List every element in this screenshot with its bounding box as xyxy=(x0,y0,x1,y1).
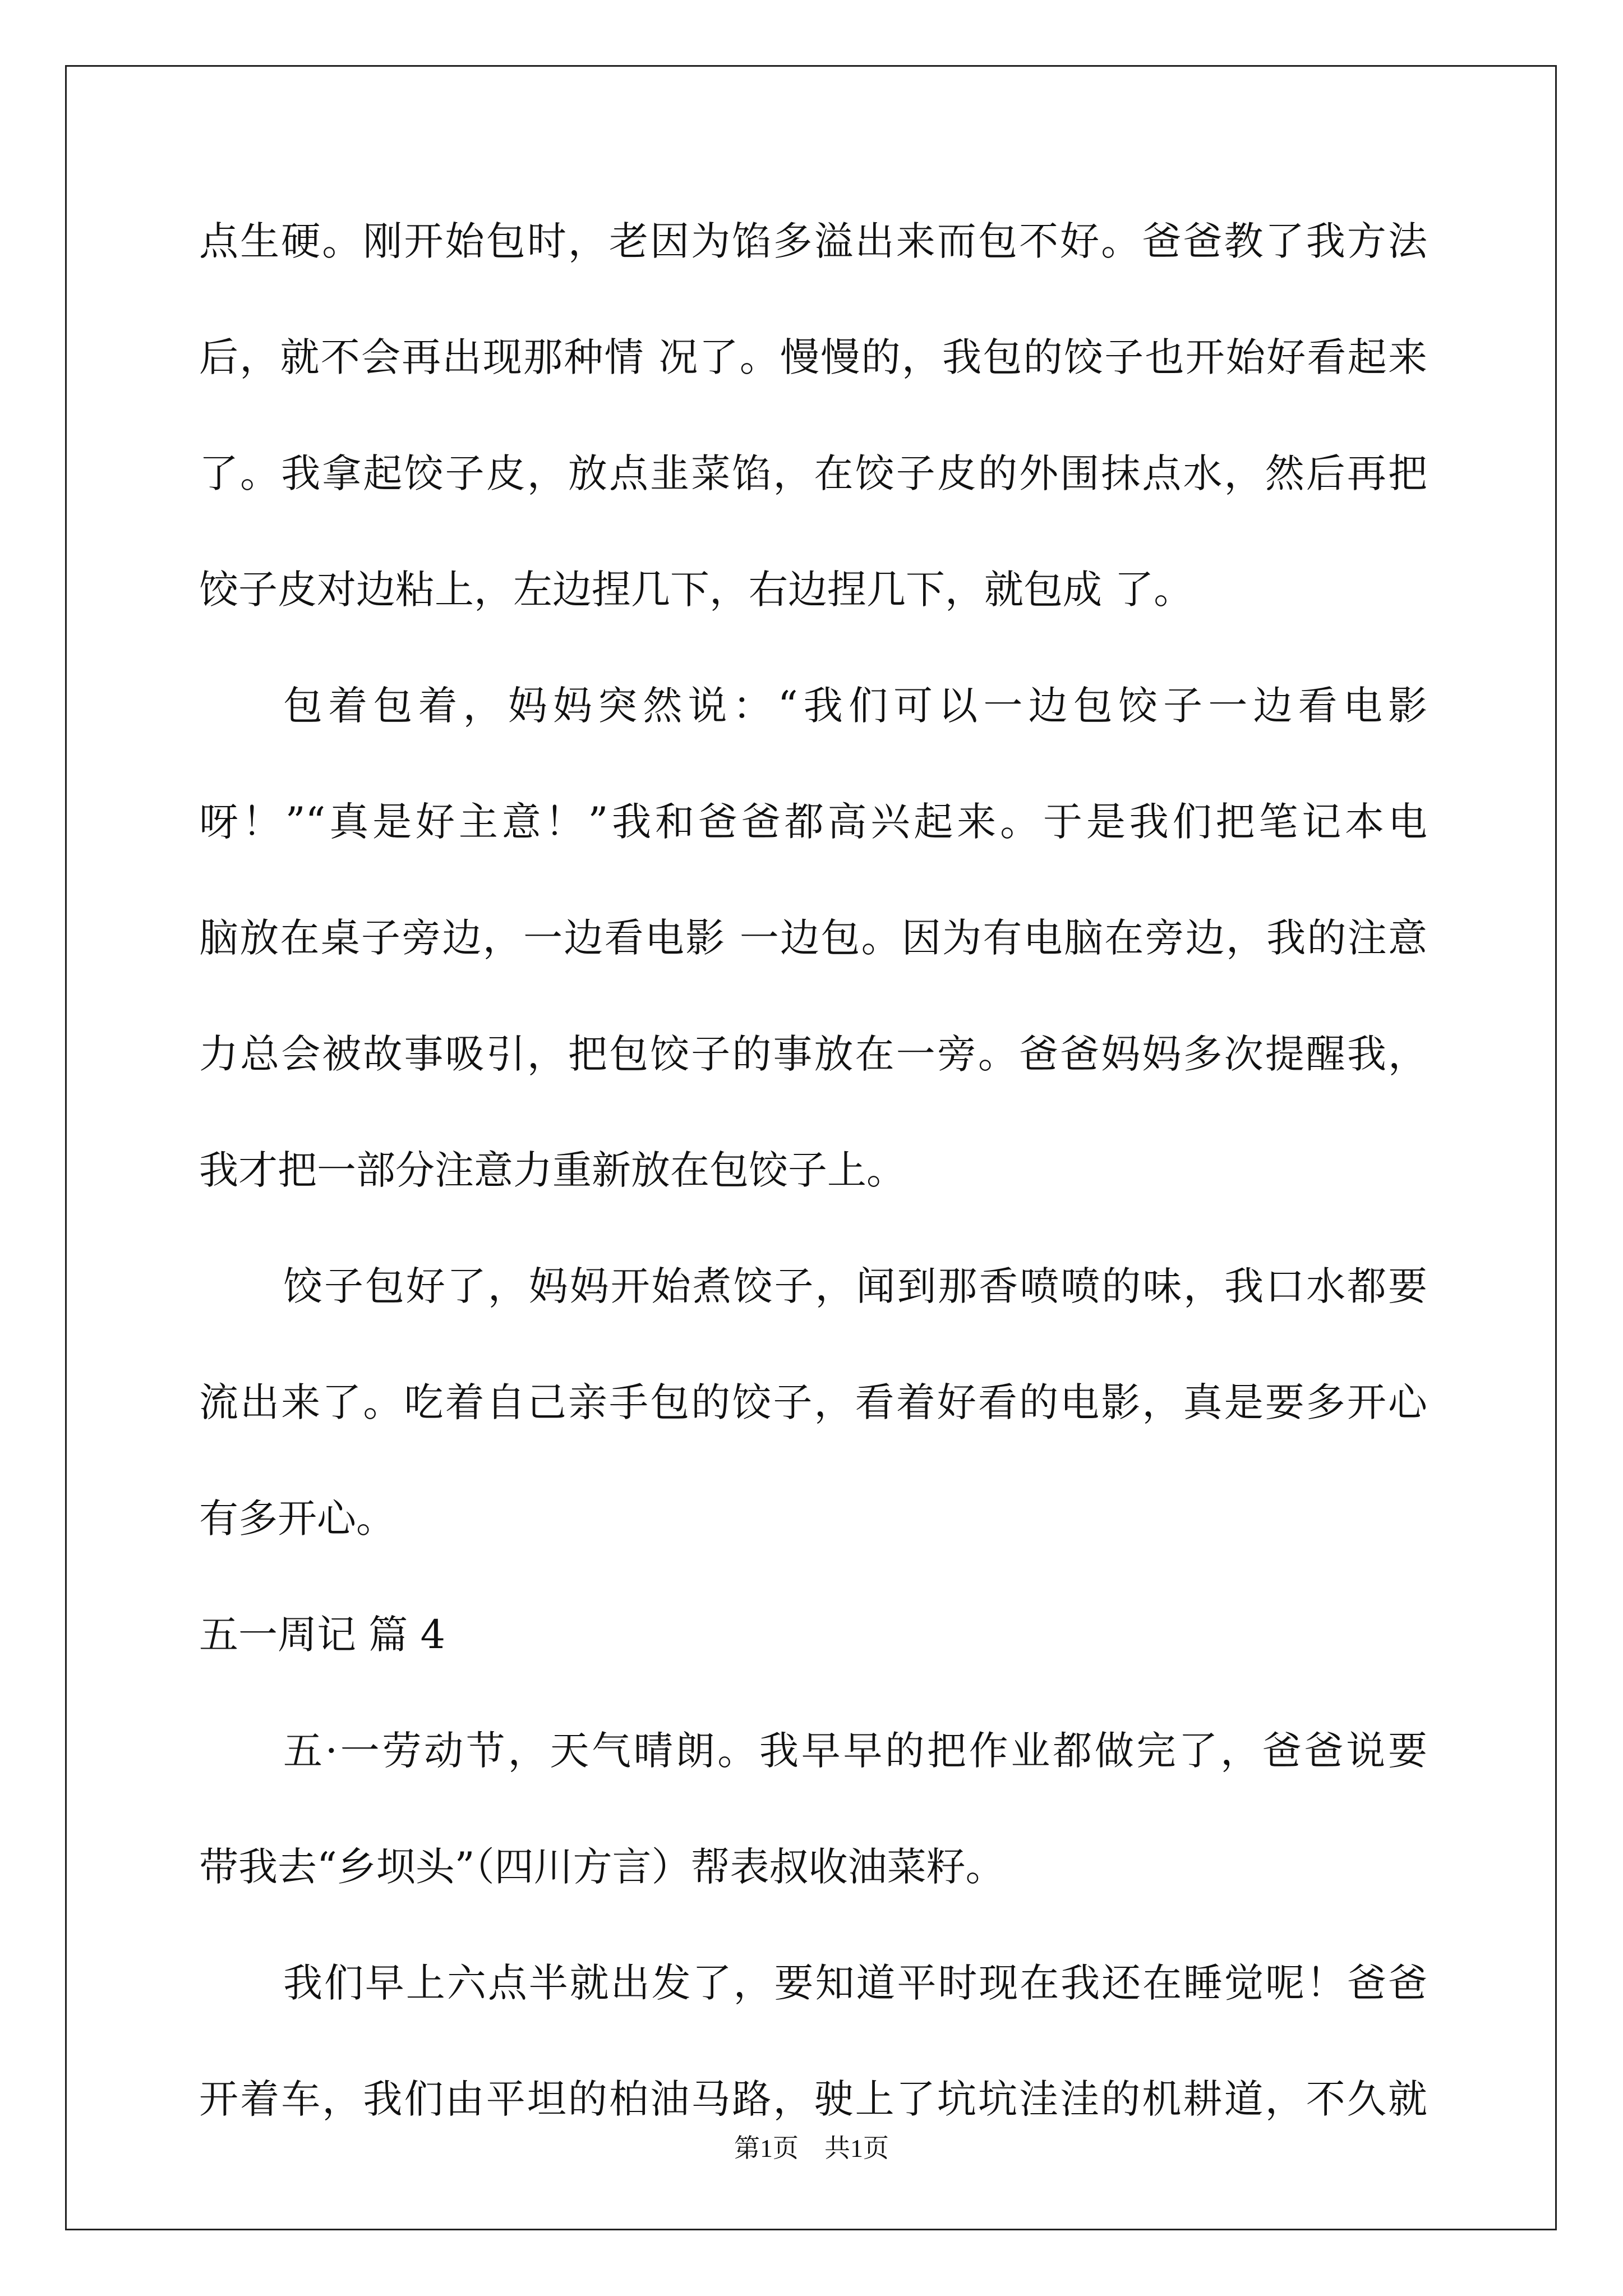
paragraph-line: 带我去“乡坝头”（四川方言）帮表叔收油菜籽。 xyxy=(199,1844,1005,1890)
paragraph-line: 我才把一部分注意力重新放在包饺子上。 xyxy=(199,1147,906,1193)
paragraph-line: 流出来了。吃着自己亲手包的饺子，看着好看的电影，真是要多开心 xyxy=(199,1379,1427,1425)
paragraph-line: 力总会被故事吸引，把包饺子的事放在一旁。爸爸妈妈多次提醒我， xyxy=(199,1031,1427,1077)
paragraph-line: 后，就不会再出现那种情 况了。慢慢的，我包的饺子也开始好看起来 xyxy=(199,334,1427,380)
paragraph-line: 点生硬。刚开始包时，老因为馅多溢出来而包不好。爸爸教了我方法 xyxy=(199,218,1427,264)
paragraph-line: 五·一劳动节，天气晴朗。我早早的把作业都做完了，爸爸说要 xyxy=(283,1728,1427,1774)
paragraph-line: 我们早上六点半就出发了，要知道平时现在我还在睡觉呢！爸爸 xyxy=(283,1960,1427,2006)
paragraph-line: 包着包着，妈妈突然说：“我们可以一边包饺子一边看电影 xyxy=(283,683,1427,729)
paragraph-line: 了。我拿起饺子皮，放点韭菜馅，在饺子皮的外围抹点水，然后再把 xyxy=(199,450,1427,496)
paragraph-line: 开着车，我们由平坦的柏油马路，驶上了坑坑洼洼的机耕道，不久就 xyxy=(199,2076,1427,2122)
paragraph-line: 呀！”“真是好主意！”我和爸爸都高兴起来。于是我们把笔记本电 xyxy=(199,799,1427,845)
paragraph-line: 有多开心。 xyxy=(199,1496,395,1542)
paragraph-line: 饺子皮对边粘上，左边捏几下，右边捏几下，就包成 了。 xyxy=(199,567,1193,613)
page-number: 第1页 共1页 xyxy=(734,2134,889,2162)
paragraph-line: 饺子包好了，妈妈开始煮饺子，闻到那香喷喷的味，我口水都要 xyxy=(283,1263,1427,1309)
paragraph-line: 脑放在桌子旁边，一边看电影 一边包。因为有电脑在旁边，我的注意 xyxy=(199,915,1427,961)
section-heading: 五一周记 篇 4 xyxy=(199,1612,446,1658)
